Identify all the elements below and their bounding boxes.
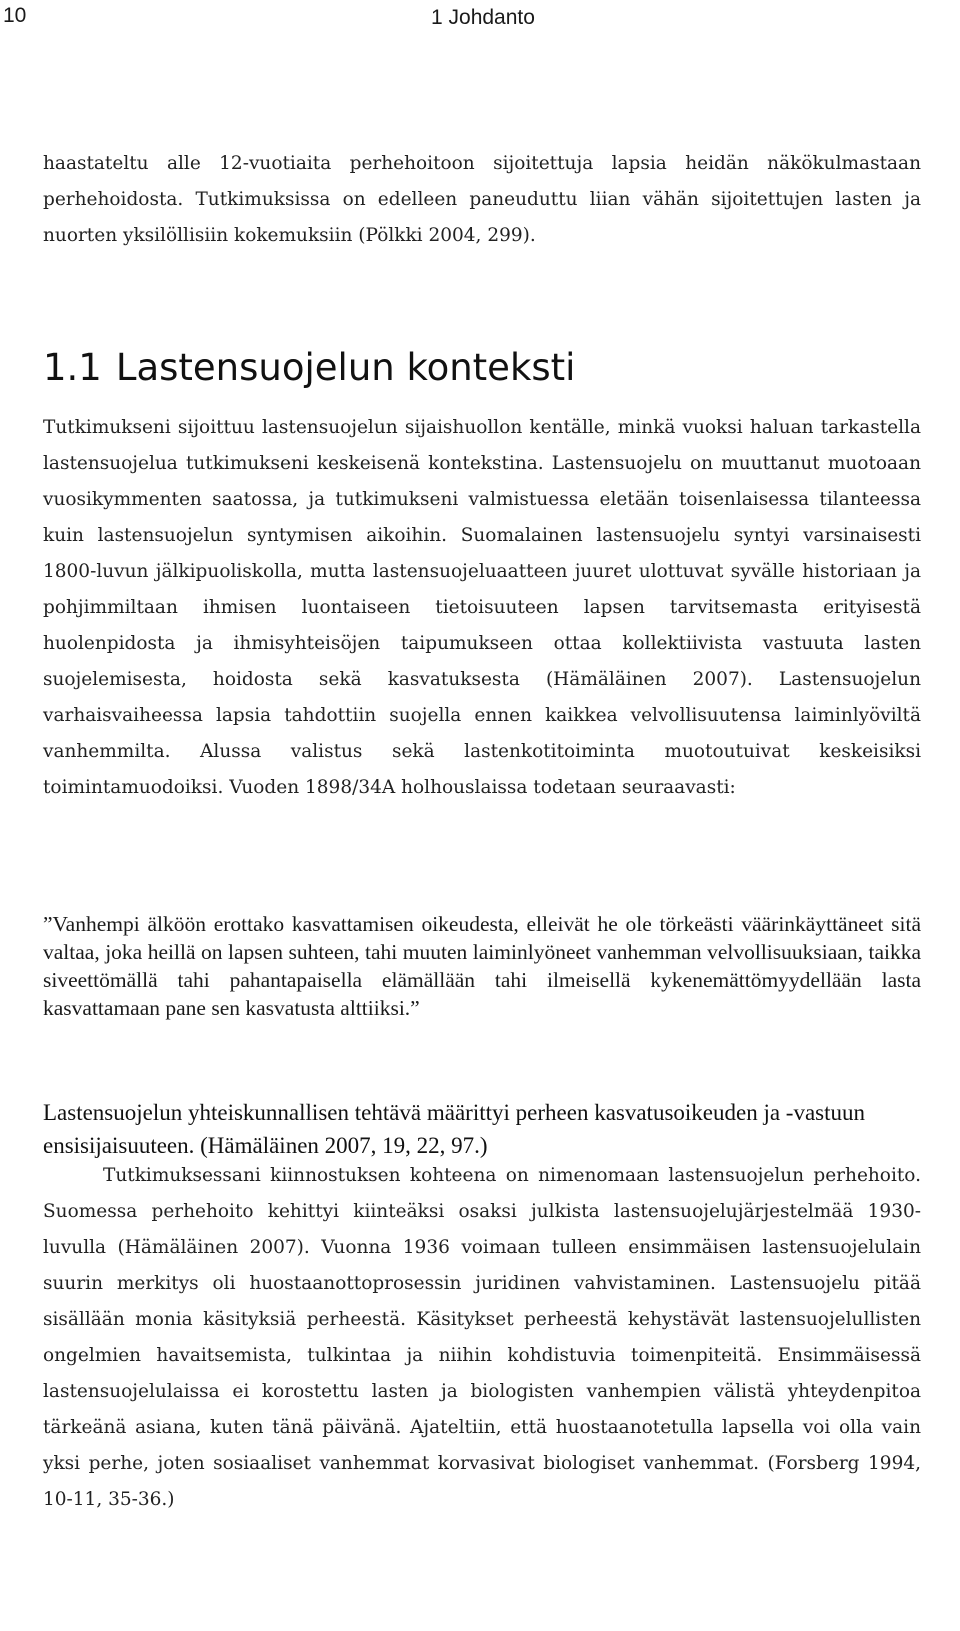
running-head-chapter: 1 Johdanto <box>431 6 535 29</box>
paragraph-intro: haastateltu alle 12-vuotiaita perhehoitoon sijoitettuja lapsia heidän näkökulmastaan perhehoidosta. Tutkimuksissa on edelleen paneuduttu liian vähän sijoitettujen lasten ja nuorten yksilöllisiin kokemuksiin (Pölkki 2004, 299). <box>43 153 921 246</box>
section-heading <box>43 340 575 396</box>
section-title: Lastensuojelun konteksti <box>115 346 576 389</box>
section-number: 1.1 <box>43 346 102 389</box>
paragraph-foster-care: Tutkimuksessani kiinnostuksen kohteena on nimenomaan lastensuojelun perhehoito. Suomessa perhehoito kehittyi kiinteäksi osaksi julkista lastensuojelujärjestelmää 1930-luvulla (Hämäläinen 2007). Vuonna 1936 voimaan tulleen ensimmäisen lastensuojelulain suurin merkitys oli huostaanottoprosessin juridinen vahvistaminen. Lastensuojelu pitää sisällään monia käsityksiä perheestä. Käsitykset perheestä kehystävät lastensuojelullisten ongelmien havaitsemista, tulkintaa ja niihin kohdistuvia toimenpiteitä. Ensimmäisessä lastensuojelulaissa ei korostettu lasten ja biologisten vanhempien välistä yhteydenpitoa tärkeänä asiana, kuten tänä päivänä. Ajateltiin, että huostaanotetulla lapsella voi olla vain yksi perhe, joten sosiaaliset vanhemmat korvasivat biologiset vanhemmat. (Forsberg 1994, 10-11, 35-36.) <box>43 1165 921 1510</box>
page-number: 10 <box>3 4 27 27</box>
law-quote: ”Vanhempi älköön erottako kasvattamisen oikeudesta, elleivät he ole törkeästi väärinkäyttäneet sitä valtaa, joka heillä on lapsen suhteen, tahi muuten laiminlyöneet vanhemman velvollisuuksiaan, taikka siveettömällä tahi pahantapaisella elämällään tahi ilmeisellä kykenemättömyydellään lasta kasvattamaan pane sen kasvatusta alttiiksi.” <box>43 912 921 1020</box>
running-head <box>0 4 960 32</box>
paragraph-after-quote: Lastensuojelun yhteiskunnallisen tehtävä määrittyi perheen kasvatusoikeuden ja -vastuun ensisijaisuuteen. (Hämäläinen 2007, 19, 22, 97.) <box>43 1100 866 1158</box>
paragraph-context: Tutkimukseni sijoittuu lastensuojelun sijaishuollon kentälle, minkä vuoksi haluan tarkastella lastensuojelua tutkimukseni keskeisenä kontekstina. Lastensuojelu on muuttanut muotoaan vuosikymmenten saatossa, ja tutkimukseni valmistuessa eletään toisenlaisessa tilanteessa kuin lastensuojelun syntymisen aikoihin. Suomalainen lastensuojelu syntyi varsinaisesti 1800-luvun jälkipuoliskolla, mutta lastensuojeluaatteen juuret ulottuvat syvälle historiaan ja pohjimmiltaan ihmisen luontaiseen tietoisuuteen lapsen tarvitsemasta erityisestä huolenpidosta ja ihmisyhteisöjen taipumukseen ottaa kollektiivista vastuuta lasten suojelemisesta, hoidosta sekä kasvatuksesta (Hämäläinen 2007). Lastensuojelun varhaisvaiheessa lapsia tahdottiin suojella ennen kaikkea velvollisuutensa laiminlyöviltä vanhemmilta. Alussa valistus sekä lastenkotitoiminta muotoutuivat keskeisiksi toimintamuodoiksi. Vuoden 1898/34A holhouslaissa todetaan seuraavasti: <box>43 417 921 798</box>
